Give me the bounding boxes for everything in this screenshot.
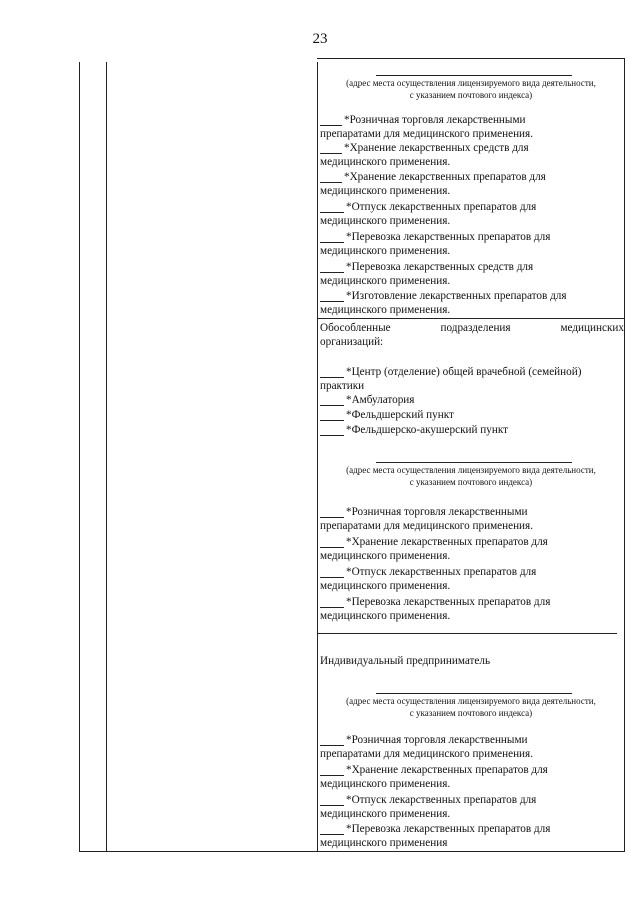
checkbox-blank bbox=[320, 805, 344, 806]
s3-heading: Индивидуальный предприниматель bbox=[320, 655, 491, 667]
checkbox-blank bbox=[320, 242, 344, 243]
checkbox-blank bbox=[320, 272, 344, 273]
checkbox-blank bbox=[320, 517, 344, 518]
checkbox-blank bbox=[320, 577, 344, 578]
page-number: 23 bbox=[312, 31, 328, 47]
table-top-line bbox=[317, 58, 625, 59]
checkbox-blank bbox=[320, 547, 344, 548]
checkbox-blank bbox=[320, 182, 342, 183]
checkbox-blank bbox=[320, 212, 344, 213]
table-border-left bbox=[79, 62, 80, 852]
address-caption-2: (адрес места осуществления лицензируемого вида деятельности, с указанием почтового индекса) bbox=[346, 465, 596, 487]
address-blank-1 bbox=[376, 75, 572, 76]
checkbox-blank bbox=[320, 153, 342, 154]
checkbox-blank bbox=[320, 301, 344, 302]
checkbox-blank bbox=[320, 377, 344, 378]
checkbox-blank bbox=[320, 834, 344, 835]
table-border-col2 bbox=[106, 62, 107, 852]
section-divider-2 bbox=[317, 633, 617, 634]
address-caption-3: (адрес места осуществления лицензируемого вида деятельности, с указанием почтового индекса) bbox=[346, 696, 596, 718]
table-border-col3 bbox=[317, 62, 318, 852]
address-blank-2 bbox=[376, 462, 572, 463]
address-blank-3 bbox=[376, 693, 572, 694]
checkbox-blank bbox=[320, 420, 344, 421]
checkbox-blank bbox=[320, 405, 344, 406]
address-caption-1: (адрес места осуществления лицензируемого вида деятельности, с указанием почтового индекса) bbox=[346, 78, 596, 100]
checkbox-blank bbox=[320, 607, 344, 608]
checkbox-blank bbox=[320, 775, 344, 776]
table-bottom-line bbox=[80, 851, 625, 852]
section-divider-1 bbox=[317, 318, 625, 319]
table-border-right bbox=[624, 58, 625, 852]
checkbox-blank bbox=[320, 435, 344, 436]
checkbox-blank bbox=[320, 745, 344, 746]
checkbox-blank bbox=[320, 125, 342, 126]
